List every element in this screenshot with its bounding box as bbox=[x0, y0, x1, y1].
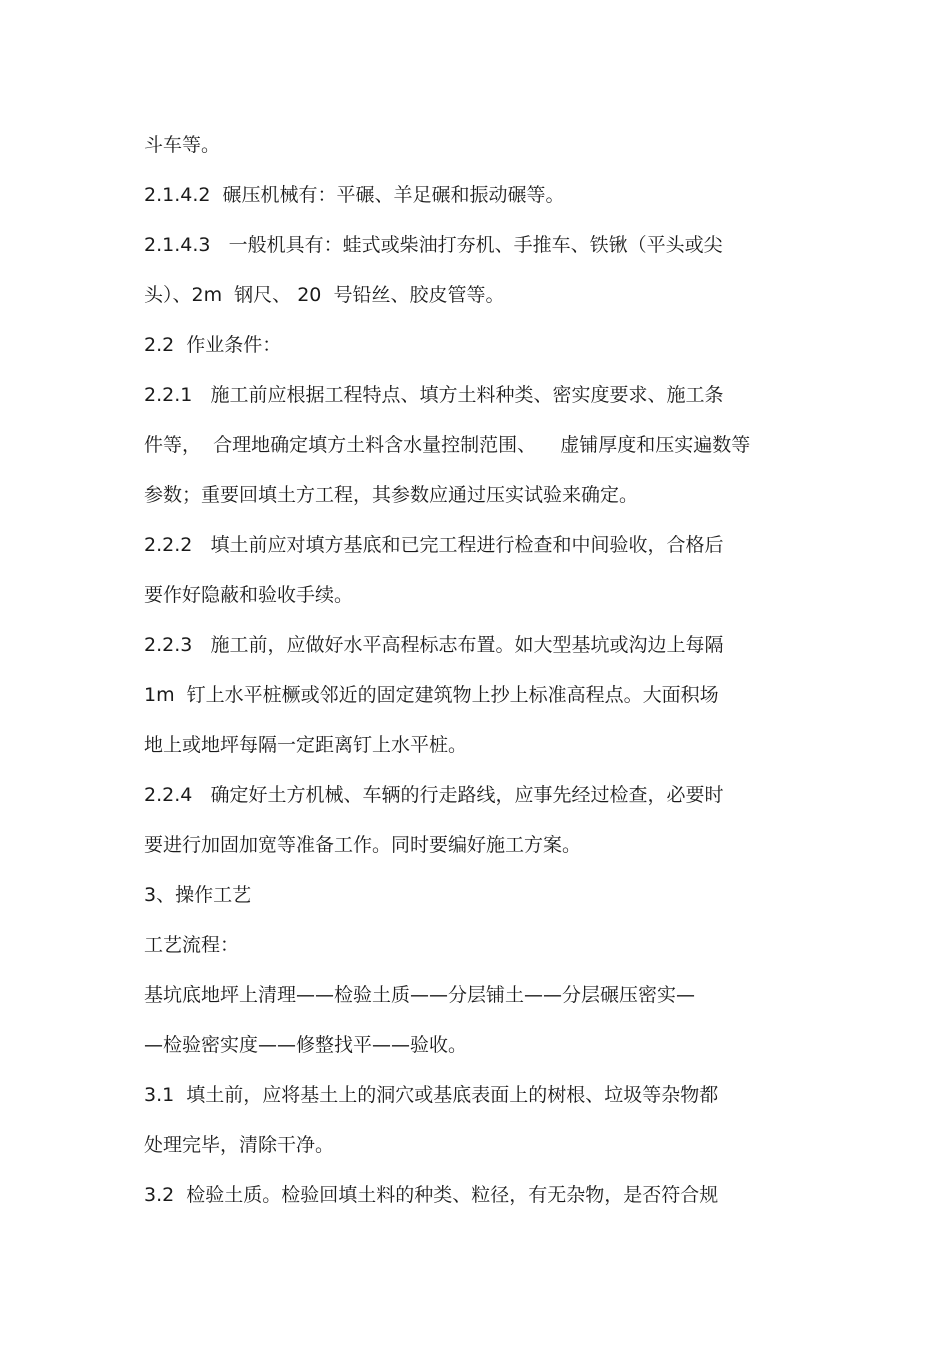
text-line: 要进行加固加宽等准备工作。同时要编好施工方案。 bbox=[144, 834, 582, 856]
text-line: 件等， 合理地确定填方土料含水量控制范围、 虚铺厚度和压实遍数等 bbox=[144, 434, 751, 456]
text-line: 地上或地坪每隔一定距离钉上水平桩。 bbox=[144, 734, 468, 756]
text-line: 2.2.4 确定好土方机械、车辆的行走路线，应事先经过检查，必要时 bbox=[144, 784, 724, 806]
text-line: 2.2.2 填土前应对填方基底和已完工程进行检查和中间验收，合格后 bbox=[144, 534, 724, 556]
text-line: 2.2 作业条件： bbox=[144, 334, 282, 356]
text-line: 2.1.4.2 碾压机械有：平碾、羊足碾和振动碾等。 bbox=[144, 184, 565, 206]
text-line: 2.2.3 施工前，应做好水平高程标志布置。如大型基坑或沟边上每隔 bbox=[144, 634, 724, 656]
text-line: —检验密实度——修整找平——验收。 bbox=[144, 1034, 468, 1056]
text-line: 3.2 检验土质。检验回填土料的种类、粒径，有无杂物，是否符合规 bbox=[144, 1184, 719, 1206]
text-line: 参数；重要回填土方工程，其参数应通过压实试验来确定。 bbox=[144, 484, 639, 506]
text-line: 1m 钉上水平桩橛或邻近的固定建筑物上抄上标准高程点。大面积场 bbox=[144, 684, 719, 706]
text-line: 2.2.1 施工前应根据工程特点、填方土料种类、密实度要求、施工条 bbox=[144, 384, 724, 406]
text-line: 3.1 填土前，应将基土上的洞穴或基底表面上的树根、垃圾等杂物都 bbox=[144, 1084, 719, 1106]
text-line: 2.1.4.3 一般机具有：蛙式或柴油打夯机、手推车、铁锹（平头或尖 bbox=[144, 234, 723, 256]
text-line: 处理完毕，清除干净。 bbox=[144, 1134, 335, 1156]
section-heading: 3、操作工艺 bbox=[144, 884, 252, 906]
text-line: 要作好隐蔽和验收手续。 bbox=[144, 584, 354, 606]
text-line: 基坑底地坪上清理——检验土质——分层铺土——分层碾压密实— bbox=[144, 984, 696, 1006]
text-line: 斗车等。 bbox=[144, 134, 221, 156]
text-line: 头）、2m 钢尺、 20 号铅丝、胶皮管等。 bbox=[144, 284, 505, 306]
text-line: 工艺流程： bbox=[144, 934, 240, 956]
